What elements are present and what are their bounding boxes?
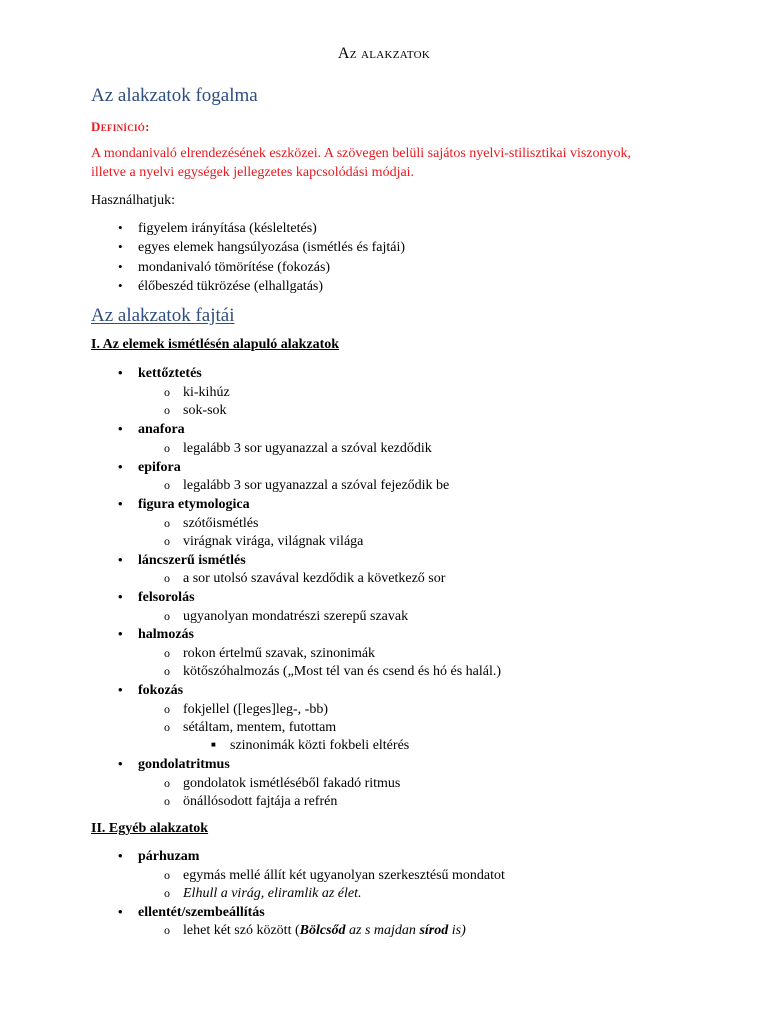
circle-marker: o (164, 534, 170, 548)
list-item: o ugyanolyan mondatrészi szerepű szavak (164, 609, 409, 624)
circle-marker: o (164, 923, 170, 937)
list-item: o lehet két szó között (Bölcsőd az s majdan sírod is) (164, 923, 466, 938)
square-marker: ■ (211, 740, 216, 749)
group-title-repetition: I. Az elemek ismétlésén alapuló alakzatok (91, 337, 340, 352)
list-item: o kötőszóhalmozás („Most tél van és csend és hó és halál.) (164, 664, 502, 679)
circle-marker: o (164, 720, 170, 734)
bullet-marker: • (118, 239, 123, 254)
list-item: o legalább 3 sor ugyanazzal a szóval fejeződik be (164, 478, 450, 493)
bullet-marker: • (118, 421, 123, 436)
list-item: • felsorolás (118, 589, 195, 605)
list-item: o önállósodott fajtája a refrén (164, 794, 338, 809)
bullet-marker: • (118, 756, 123, 771)
list-item: o ki-kihúz (164, 385, 230, 400)
bullet-marker: • (118, 278, 123, 293)
list-item: • anafora (118, 421, 185, 437)
circle-marker: o (164, 403, 170, 417)
bullet-marker: • (118, 589, 123, 604)
bullet-marker: • (118, 459, 123, 474)
list-item: • ellentét/szembeállítás (118, 904, 265, 920)
list-item: • epifora (118, 459, 181, 475)
definition-label: Definíció: (91, 119, 150, 134)
list-item: • párhuzam (118, 848, 200, 864)
circle-marker: o (164, 646, 170, 660)
circle-marker: o (164, 441, 170, 455)
list-item: o legalább 3 sor ugyanazzal a szóval kezdődik (164, 441, 432, 456)
circle-marker: o (164, 571, 170, 585)
list-item: o sétáltam, mentem, futottam (164, 720, 337, 735)
list-item: o Elhull a virág, eliramlik az élet. (164, 886, 362, 901)
bullet-marker: • (118, 259, 123, 274)
bullet-marker: • (118, 496, 123, 511)
list-item: • élőbeszéd tükrözése (elhallgatás) (118, 278, 324, 294)
list-item: • figyelem irányítása (késleltetés) (118, 220, 317, 236)
list-item: o sok-sok (164, 403, 227, 418)
list-item: • gondolatritmus (118, 756, 230, 772)
list-item: o rokon értelmű szavak, szinonimák (164, 646, 376, 661)
definition-text: A mondanivaló elrendezésének eszközei. A szövegen belüli sajátos nyelvi-stilisztikai viszonyok, illetve a nyelvi egységek jellegzetes kapcsolódási módjai. (91, 146, 632, 180)
list-item: • egyes elemek hangsúlyozása (ismétlés és fajtái) (118, 239, 406, 255)
circle-marker: o (164, 609, 170, 623)
list-item: • fokozás (118, 682, 184, 698)
circle-marker: o (164, 516, 170, 530)
list-item: • halmozás (118, 626, 194, 642)
list-item: • láncszerű ismétlés (118, 552, 246, 568)
list-item: ■ szinonimák közti fokbeli eltérés (211, 738, 410, 753)
bullet-marker: • (118, 626, 123, 641)
list-item: o gondolatok ismétléséből fakadó ritmus (164, 776, 401, 791)
circle-marker: o (164, 868, 170, 882)
circle-marker: o (164, 385, 170, 399)
bullet-marker: • (118, 552, 123, 567)
list-item: o a sor utolsó szavával kezdődik a következő sor (164, 571, 446, 586)
usage-intro: Használhatjuk: (91, 193, 175, 208)
list-item: • figura etymologica (118, 496, 250, 512)
circle-marker: o (164, 886, 170, 900)
bullet-marker: • (118, 848, 123, 863)
bullet-marker: • (118, 365, 123, 380)
circle-marker: o (164, 794, 170, 808)
bullet-marker: • (118, 904, 123, 919)
section-heading-types: Az alakzatok fajtái (91, 305, 235, 326)
list-item: o egymás mellé állít két ugyanolyan szerkesztésű mondatot (164, 868, 505, 883)
bullet-marker: • (118, 682, 123, 697)
circle-marker: o (164, 702, 170, 716)
list-item: o szótőismétlés (164, 516, 259, 531)
bullet-marker: • (118, 220, 123, 235)
group-title-other: II. Egyéb alakzatok (91, 821, 209, 836)
list-item: o fokjellel ([leges]leg-, -bb) (164, 702, 328, 717)
circle-marker: o (164, 478, 170, 492)
section-heading-concept: Az alakzatok fogalma (91, 85, 258, 106)
circle-marker: o (164, 664, 170, 678)
page-title: Az alakzatok (337, 45, 431, 62)
circle-marker: o (164, 776, 170, 790)
list-item: • mondanivaló tömörítése (fokozás) (118, 259, 331, 275)
list-item: • kettőztetés (118, 365, 202, 381)
list-item: o virágnak virága, világnak világa (164, 534, 364, 549)
